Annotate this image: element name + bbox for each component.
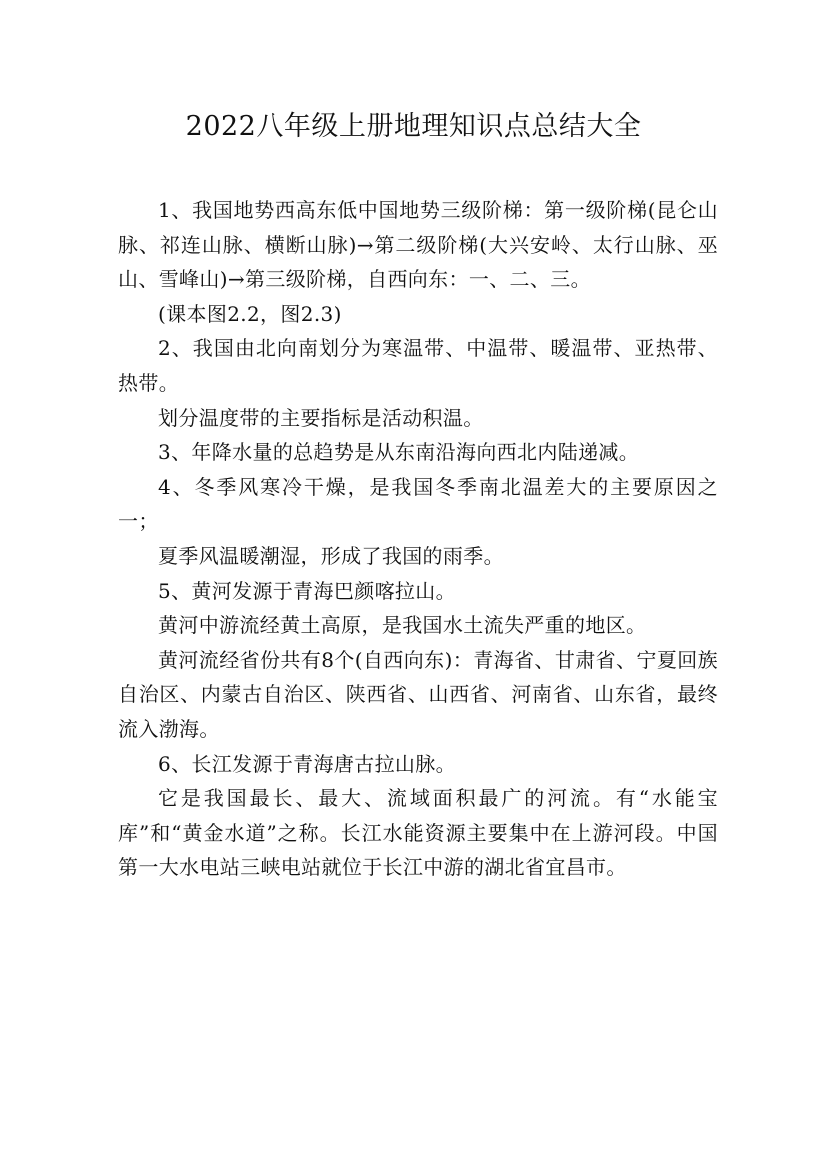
paragraph-9: 黄河中游流经黄土高原，是我国水土流失严重的地区。 — [158, 613, 647, 638]
paragraph-4: 划分温度带的主要指标是活动积温。 — [158, 405, 484, 430]
document-title: 2022八年级上册地理知识点总结大全 — [185, 111, 642, 142]
document-body — [118, 193, 718, 885]
paragraph-1: 1、我国地势西高东低中国地势三级阶梯：第一级阶梯(昆仑山脉、祁连山脉、横断山脉)→第二级阶梯(大兴安岭、太行山脉、巫山、雪峰山)→第三级阶梯，自西向东：一、二、三。 — [118, 198, 718, 292]
paragraph-6: 4、冬季风寒冷干燥，是我国冬季南北温差大的主要原因之一； — [118, 474, 718, 534]
paragraph-11: 6、长江发源于青海唐古拉山脉。 — [158, 751, 456, 776]
paragraph-10: 黄河流经省份共有8个(自西向东)：青海省、甘肃省、宁夏回族自治区、内蒙古自治区、陕西省、山西省、河南省、山东省，最终流入渤海。 — [118, 647, 718, 741]
paragraph-8: 5、黄河发源于青海巴颜喀拉山。 — [158, 578, 456, 603]
paragraph-3: 2、我国由北向南划分为寒温带、中温带、暖温带、亚热带、热带。 — [118, 336, 718, 395]
paragraph-12: 它是我国最长、最大、流域面积最广的河流。有“水能宝库”和“黄金水道”之称。长江水能资源主要集中在上游河段。中国第一大水电站三峡电站就位于长江中游的湖北省宜昌市。 — [118, 786, 718, 880]
paragraph-5: 3、年降水量的总趋势是从东南沿海向西北内陆递减。 — [158, 440, 640, 465]
paragraph-2: (课本图2.2，图2.3) — [158, 301, 342, 326]
paragraph-7: 夏季风温暖潮湿，形成了我国的雨季。 — [158, 543, 504, 568]
